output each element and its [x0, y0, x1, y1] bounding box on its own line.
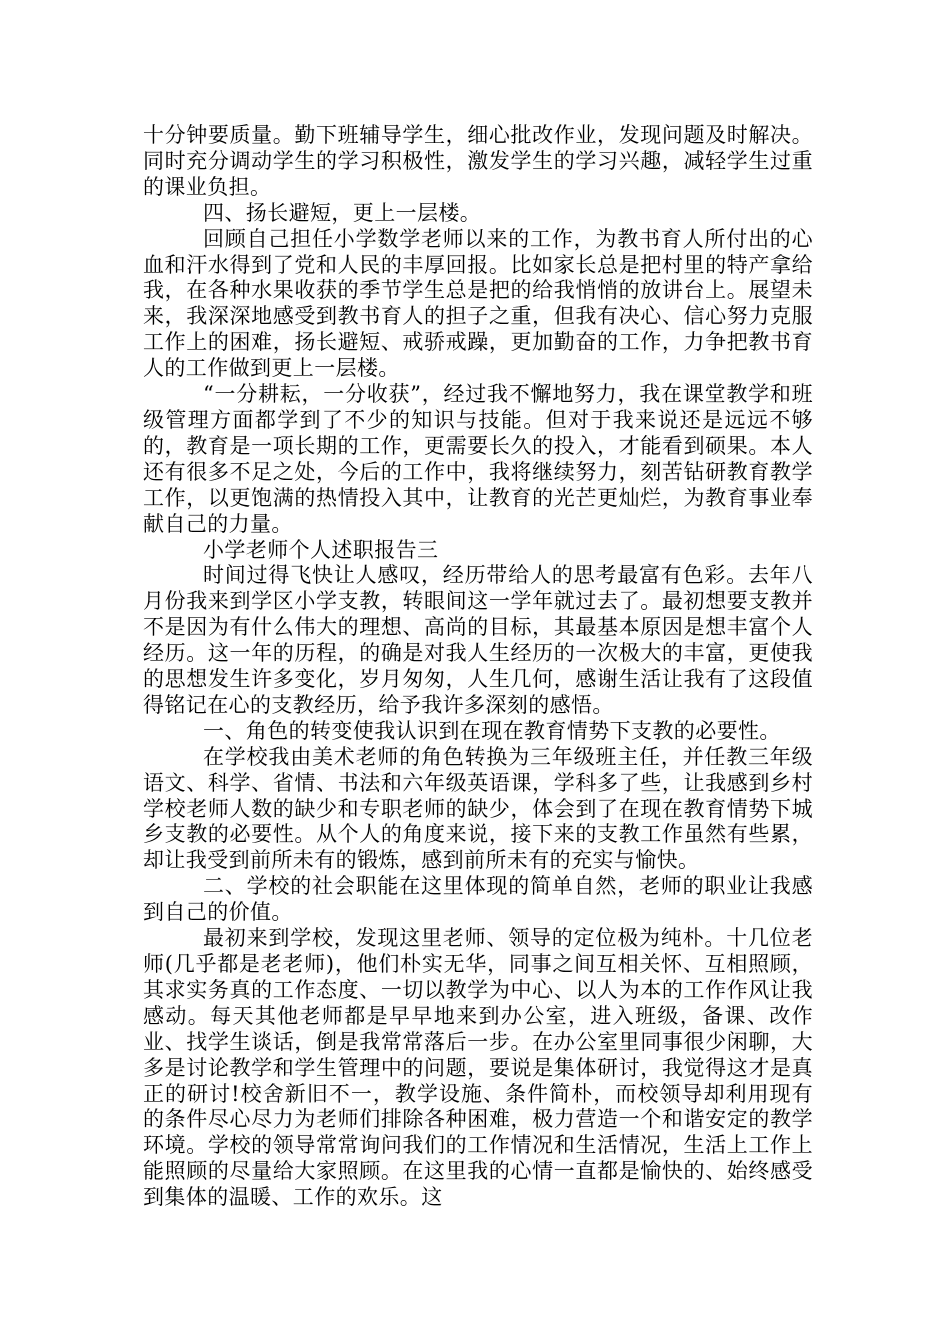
paragraph: “一分耕耘，一分收获”，经过我不懈地努力，我在课堂教学和班级管理方面都学到了不少的知识与技能。但对于我来说还是远远不够的，教育是一项长期的工作，更需要长久的投入，才能看到硕果。本人还有很多不足之处，今后的工作中，我将继续努力，刻苦钻研教育教学工作，以更饱满的热情投入其中，让教育的光芒更灿烂，为教育事业奉献自己的力量。 — [143, 382, 813, 536]
report-title: 小学老师个人述职报告三 — [203, 537, 439, 562]
paragraph: 最初来到学校，发现这里老师、领导的定位极为纯朴。十几位老师(几乎都是老老师)，他们朴实无华，同事之间互相关怀、互相照顾，其求实务真的工作态度、一切以教学为中心、以人为本的工作作风让我感动。每天其他老师都是早早地来到办公室，进入班级，备课、改作业、找学生谈话，倒是我常常落后一步。在办公室里同事很少闲聊，大多是讨论教学和学生管理中的问题，要说是集体研讨，我觉得这才是真正的研讨!校舍新旧不一，教学设施、条件简朴，而校领导却利用现有的条件尽心尽力为老师们排除各种困难，极力营造一个和谐安定的教学环境。学校的领导常常询问我们的工作情况和生活情况，生活上工作上能照顾的尽量给大家照顾。在这里我的心情一直都是愉快的、始终感受到集体的温暖、工作的欢乐。这 — [143, 926, 813, 1210]
document-body — [143, 123, 813, 1211]
paragraph: 时间过得飞快让人感叹，经历带给人的思考最富有色彩。去年八月份我来到学区小学支教，转眼间这一学年就过去了。最初想要支教并不是因为有什么伟大的理想、高尚的目标，其最基本原因是想丰富个人经历。这一年的历程，的确是对我人生经历的一次极大的丰富，更使我的思想发生许多变化，岁月匆匆，人生几何，感谢生活让我有了这段值得铭记在心的支教经历，给予我许多深刻的感悟。 — [143, 563, 813, 717]
section-heading: 一、角色的转变使我认识到在现在教育情势下支教的必要性。 — [203, 718, 781, 743]
paragraph: 十分钟要质量。勤下班辅导学生，细心批改作业，发现问题及时解决。同时充分调动学生的学习积极性，激发学生的学习兴趣，减轻学生过重的课业负担。 — [143, 123, 813, 199]
section-heading: 二、学校的社会职能在这里体现的简单自然，老师的职业让我感到自己的价值。 — [143, 874, 813, 925]
paragraph: 回顾自己担任小学数学老师以来的工作，为教书育人所付出的心血和汗水得到了党和人民的丰厚回报。比如家长总是把村里的特产拿给我，在各种水果收获的季节学生总是把的给我悄悄的放讲台上。展望未来，我深深地感受到教书育人的担子之重，但我有决心、信心努力克服工作上的困难，扬长避短、戒骄戒躁，更加勤奋的工作，力争把教书育人的工作做到更上一层楼。 — [143, 226, 813, 381]
paragraph: 在学校我由美术老师的角色转换为三年级班主任，并任教三年级语文、科学、省情、书法和六年级英语课，学科多了些，让我感到乡村学校老师人数的缺少和专职老师的缺少，体会到了在现在教育情势下城乡支教的必要性。从个人的角度来说，接下来的支教工作虽然有些累，却让我受到前所未有的锻炼，感到前所未有的充实与愉快。 — [143, 744, 813, 873]
section-heading: 四、扬长避短，更上一层楼。 — [203, 200, 482, 225]
